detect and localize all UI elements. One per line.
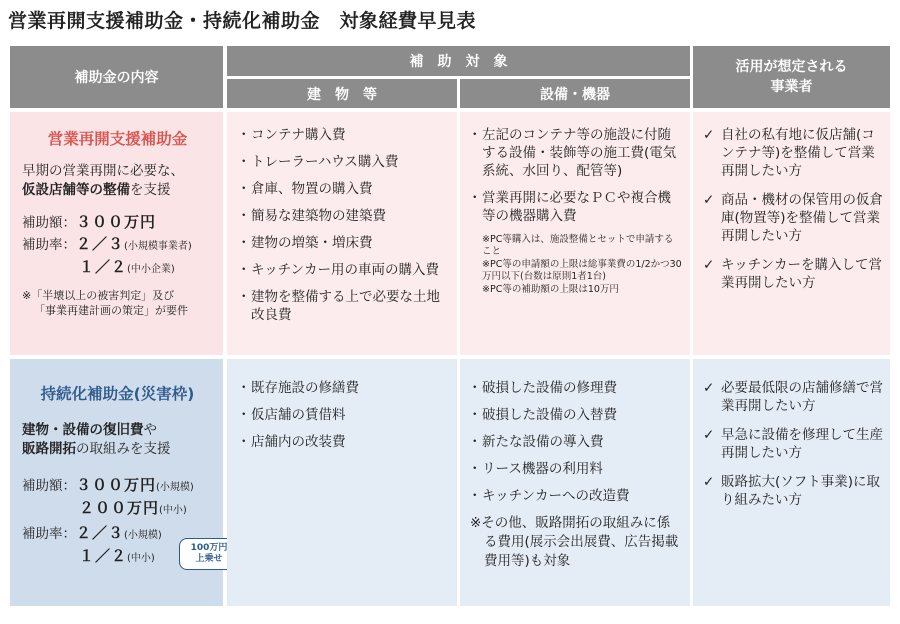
row1-buildings-list bbox=[239, 126, 449, 324]
list-item: ・ リース機器の利用料 bbox=[470, 460, 682, 478]
row1-rate-note2: (中小企業) bbox=[127, 264, 175, 275]
header-target bbox=[227, 46, 690, 76]
row1-rate bbox=[22, 234, 213, 257]
row2-desc1-bold: 建物・設備の復旧費 bbox=[22, 422, 144, 438]
row2-desc2-suffix: の取組みを支援 bbox=[76, 441, 171, 457]
header-equipment bbox=[460, 79, 690, 108]
row2-desc2-bold: 販路開拓 bbox=[22, 441, 76, 457]
row1-desc-bold: 仮設店舗等の整備 bbox=[22, 182, 130, 198]
row2-amount-label: 補助額： bbox=[22, 478, 76, 494]
list-item: ・ 破損した設備の修理費 bbox=[470, 379, 682, 397]
row1-amount-label: 補助額： bbox=[22, 215, 76, 231]
row2-program-desc bbox=[22, 421, 213, 459]
list-item: ・ 営業再開に必要なＰＣや複合機等の機器購入費 bbox=[470, 189, 682, 225]
row2-buildings-cell bbox=[227, 359, 457, 606]
note-line: ※PC等の申請額の上限は総事業費の1/2かつ30万円以下(台数は原則1者1台) bbox=[482, 259, 682, 282]
list-item: ✓ 商品・機材の保管用の仮倉庫(物置等)を整備して営業再開したい方 bbox=[701, 191, 884, 245]
row1-rate-label: 補助率： bbox=[22, 237, 76, 253]
list-item: ✓ 早急に設備を修理して生産再開したい方 bbox=[701, 426, 884, 462]
row2-amount-note1: (小規模) bbox=[156, 482, 194, 493]
page-title: 営業再開支援補助金・持続化補助金 対象経費早見表 bbox=[8, 10, 477, 32]
row1-program-name: 営業再開支援補助金 bbox=[47, 130, 188, 148]
list-item: ・ キッチンカー用の車両の購入費 bbox=[239, 261, 449, 279]
note-line: ※PC等購入は、施設整備とセットで申請すること bbox=[482, 234, 674, 257]
row2-program-name: 持続化補助金(災害枠) bbox=[40, 385, 195, 403]
list-item: ✓ 必要最低限の店舗修繕で営業再開したい方 bbox=[701, 379, 884, 415]
header-businesses bbox=[693, 46, 890, 108]
row2-equipment-extra: ※その他、販路開拓の取組みに係る費用(展示会出展費、広告掲載費用等)も対象 bbox=[470, 515, 679, 569]
list-item: ✓ キッチンカーを購入して営業再開したい方 bbox=[701, 256, 884, 292]
list-item: ・ 建物を整備する上で必要な土地改良費 bbox=[239, 288, 449, 324]
header-target-label: 補 助 対 象 bbox=[409, 54, 508, 70]
row2-desc1-suffix: や bbox=[143, 422, 157, 438]
row2-amount-value2: ２００万円 bbox=[79, 499, 160, 517]
header-equipment-label: 設備・機器 bbox=[540, 86, 610, 103]
list-item: ・ コンテナ購入費 bbox=[239, 126, 449, 144]
row1-desc-suffix: を支援 bbox=[130, 182, 171, 198]
row1-desc-plain: 早期の営業再開に必要な、 bbox=[22, 163, 184, 179]
list-item: ・ 新たな設備の導入費 bbox=[470, 433, 682, 451]
row1-rate-note1: (小規模事業者) bbox=[124, 241, 192, 252]
row2-amount-note2: (中小) bbox=[159, 505, 187, 516]
row2-equipment-cell bbox=[460, 359, 690, 606]
row1-businesses-cell bbox=[693, 112, 890, 355]
list-item: ・ 左記のコンテナ等の施設に付随する設備・装飾等の施工費(電気系統、水回り、配管等) bbox=[470, 126, 682, 180]
header-businesses-line2: 事業者 bbox=[770, 79, 813, 95]
header-content-label: 補助金の内容 bbox=[74, 70, 159, 86]
bonus-badge-line1: 100万円 bbox=[190, 543, 228, 553]
row1-requirement-line2: 「事業再建計画の策定」が要件 bbox=[34, 304, 188, 317]
list-item: ・ 簡易な建築物の建築費 bbox=[239, 207, 449, 225]
row1-requirement-line1: ※「半壊以上の被害判定」及び bbox=[22, 289, 175, 302]
row2-rate-label: 補助率： bbox=[22, 526, 76, 542]
row1-program-cell bbox=[10, 112, 223, 355]
row2-businesses-cell bbox=[693, 359, 890, 606]
row1-equipment-cell bbox=[460, 112, 690, 355]
list-item: ・ 仮店舗の賃借料 bbox=[239, 406, 449, 424]
row1-rate-value1: ２／３ bbox=[76, 235, 125, 253]
list-item: ・ 倉庫、物置の購入費 bbox=[239, 180, 449, 198]
list-item: ・ 既存施設の修繕費 bbox=[239, 379, 449, 397]
header-businesses-line1: 活用が想定される bbox=[735, 59, 848, 75]
row1-requirement bbox=[22, 288, 213, 318]
row2-rate-value2: １／２ bbox=[79, 547, 128, 565]
list-item: ✓ 自社の私有地に仮店舗(コンテナ等)を整備して営業再開したい方 bbox=[701, 126, 884, 180]
list-item: ・ キッチンカーへの改造費 bbox=[470, 487, 682, 505]
list-item: ・ 建物の増築・増床費 bbox=[239, 234, 449, 252]
row1-rate2 bbox=[22, 257, 213, 280]
list-item: ・ 破損した設備の入替費 bbox=[470, 406, 682, 424]
row1-buildings-cell bbox=[227, 112, 457, 355]
row2-amount-value1: ３００万円 bbox=[76, 476, 157, 494]
note-line: ※PC等の補助額の上限は10万円 bbox=[482, 284, 619, 295]
row1-equipment-list bbox=[470, 126, 682, 225]
row1-program-desc bbox=[22, 162, 213, 200]
row2-amount bbox=[22, 475, 213, 498]
list-item: ✓ 販路拡大(ソフト事業)に取り組みたい方 bbox=[701, 473, 884, 509]
row1-businesses-list bbox=[701, 126, 884, 292]
row2-buildings-list bbox=[239, 379, 449, 451]
row2-equipment-list bbox=[470, 379, 682, 505]
row1-amount bbox=[22, 212, 213, 234]
header-content bbox=[10, 46, 223, 108]
row1-amount-value: ３００万円 bbox=[76, 213, 157, 231]
list-item: ・ 店舗内の改装費 bbox=[239, 433, 449, 451]
row1-rate-value2: １／２ bbox=[79, 258, 128, 276]
row2-rate-value1: ２／３ bbox=[76, 524, 125, 542]
row2-rate-note2: (中小) bbox=[127, 553, 155, 564]
header-buildings bbox=[227, 79, 457, 108]
row1-equipment-notes bbox=[470, 234, 682, 296]
row2-businesses-list bbox=[701, 379, 884, 509]
row2-rate-note1: (小規模) bbox=[124, 530, 162, 541]
list-item: ・ トレーラーハウス購入費 bbox=[239, 153, 449, 171]
bonus-badge-line2: 上乗せ bbox=[195, 554, 223, 564]
header-buildings-label: 建 物 等 bbox=[307, 86, 377, 103]
row2-amount2 bbox=[22, 498, 213, 521]
